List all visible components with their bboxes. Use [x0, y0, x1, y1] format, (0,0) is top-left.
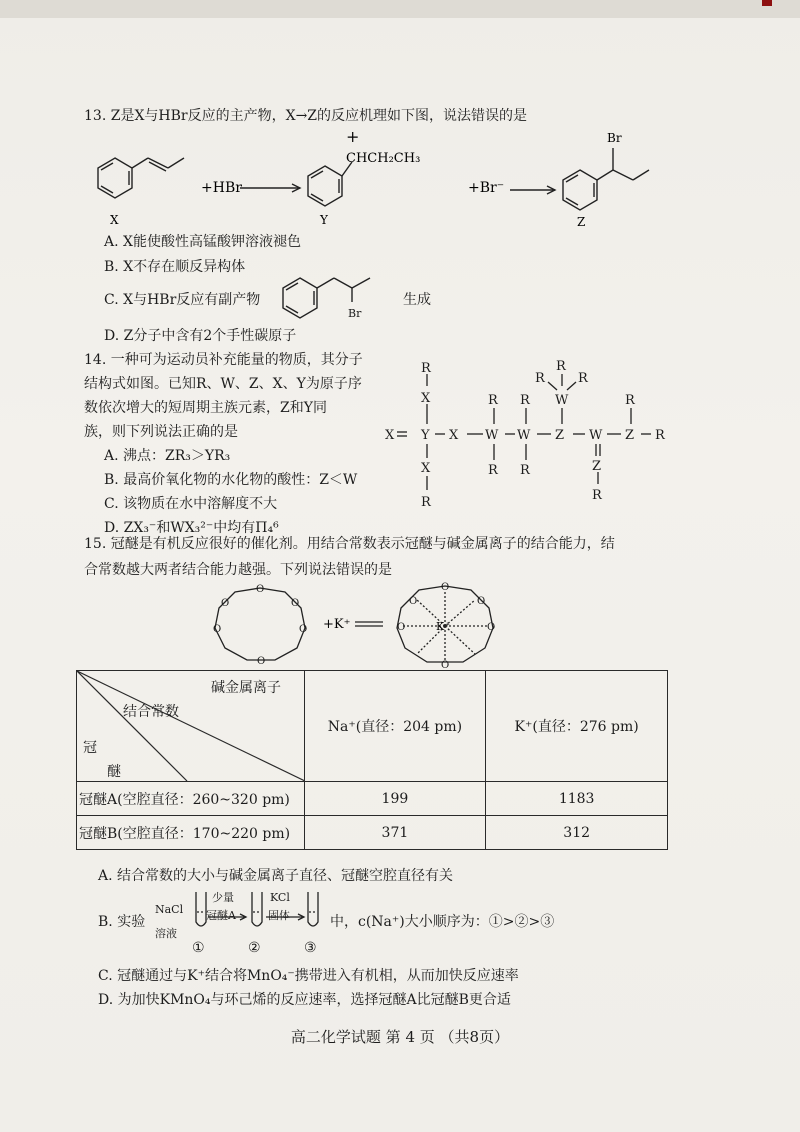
page-footer: 高二化学试题 第 4 页 （共8页）	[290, 1028, 510, 1046]
atom-r-branch-top: R	[556, 359, 566, 374]
q13-option-d: D. Z分子中含有2个手性碳原子	[104, 328, 297, 344]
q15-crown-ether-equilibrium	[205, 578, 525, 668]
q13-option-a: A. X能使酸性高锰酸钾溶液褪色	[104, 234, 301, 250]
q15-option-b-suffix: 中，c(Na⁺)大小顺序为：①>②>③	[330, 914, 555, 930]
atom-r-bottom-y: R	[421, 495, 431, 510]
q15-option-d: D. 为加快KMnO₄与环己烯的反应速率，选择冠醚A比冠醚B更合适	[98, 992, 511, 1008]
atom-r-z2-top: R	[625, 393, 635, 408]
q14-stem-line-1: 14. 一种可为运动员补充能量的物质，其分子	[84, 352, 363, 368]
exp-add1-label: 少量	[212, 891, 234, 904]
q14-option-a: A. 沸点：ZR₃＞YR₃	[104, 448, 231, 464]
q14-option-c: C. 该物质在水中溶解度不大	[104, 496, 278, 512]
label-z: Z	[577, 215, 586, 228]
carbocation-charge: +	[346, 128, 360, 146]
crown-bound-o-bottom: O	[441, 660, 450, 668]
diag-label-ion: 碱金属离子	[211, 680, 281, 696]
atom-w-second: W	[517, 428, 531, 443]
q14-stem-line-3: 数依次增大的短周期主族元素，Z和Y同	[84, 400, 327, 416]
diag-label-mi: 醚	[107, 764, 121, 780]
q15-stem-line-2: 合常数越大两者结合能力越强。下列说法错误的是	[84, 562, 392, 578]
atom-r-top-y: R	[421, 361, 431, 376]
corner-mark	[762, 0, 772, 6]
row-label-crown-a: 冠醚A(空腔直径：260~320 pm)	[77, 782, 305, 816]
label-y: Y	[320, 213, 328, 227]
q13-option-c-prefix: C. X与HBr反应有副产物	[104, 292, 261, 308]
atom-r-w2-top: R	[520, 393, 530, 408]
crown-free-o-lower-left: O	[213, 624, 222, 635]
atom-z-second: Z	[625, 428, 635, 443]
column-header-na: Na⁺(直径：204 pm)	[304, 671, 486, 782]
binding-constant-table	[76, 670, 668, 850]
atom-r-w2-bottom: R	[520, 463, 530, 478]
q13-mechanism-diagram	[80, 128, 800, 228]
q15-option-c: C. 冠醚通过与K⁺结合将MnO₄⁻携带进入有机相，从而加快反应速率	[98, 968, 519, 984]
top-scan-strip	[0, 0, 800, 18]
q15-stem-line-1: 15. 冠醚是有机反应很好的催化剂。用结合常数表示冠醚与碱金属离子的结合能力，结	[84, 536, 615, 552]
atom-r-branch-right: R	[578, 371, 588, 386]
crown-bound-o-top: O	[441, 582, 450, 593]
exp-add2-label: KCl	[270, 891, 290, 904]
exp-solution-label: 溶液	[155, 927, 177, 940]
q14-structural-formula	[385, 352, 685, 512]
experiment-tubes-diagram	[182, 890, 332, 940]
exp-add1b-label: 冠醚A	[206, 909, 236, 922]
plus-k-label: +K⁺	[323, 617, 351, 632]
table-row	[77, 782, 668, 816]
atom-y-center: Y	[421, 428, 430, 443]
exp-nacl-label: NaCl	[155, 903, 184, 916]
q13-byproduct-br: Br	[348, 307, 362, 320]
label-x: X	[110, 213, 119, 227]
atom-r-w1-top: R	[488, 393, 498, 408]
plus-hbr-label: +HBr	[201, 180, 242, 196]
exp-tube-3-label: ③	[304, 940, 317, 956]
crown-bound-o-upper-right: O	[477, 596, 486, 607]
q13-option-c-suffix: 生成	[403, 292, 431, 308]
cell-a-k: 1183	[486, 782, 668, 816]
atom-x-left: X	[385, 428, 395, 443]
k-center-label: K⁺	[436, 620, 451, 633]
cell-b-k: 312	[486, 816, 668, 850]
crown-free-o-lower-right: O	[299, 624, 308, 635]
table-row	[77, 816, 668, 850]
q14-option-d: D. ZX₃⁻和WX₃²⁻中均有Π₄⁶	[104, 520, 279, 536]
crown-bound-o-right: O	[487, 622, 496, 633]
atom-w-third: W	[589, 428, 603, 443]
atom-r-branch-left: R	[535, 371, 545, 386]
atom-z-first: Z	[555, 428, 565, 443]
atom-r-right: R	[655, 428, 665, 443]
atom-r-w1-bottom: R	[488, 463, 498, 478]
y-side-group: CHCH₂CH₃	[346, 151, 421, 166]
crown-free-o-bottom: O	[257, 656, 266, 667]
q13-option-b: B. X不存在顺反异构体	[104, 259, 246, 275]
crown-bound-o-upper-left: O	[409, 596, 418, 607]
cell-a-na: 199	[304, 782, 486, 816]
exp-add2b-label: 固体	[268, 909, 290, 922]
atom-r-z-double: R	[592, 488, 602, 503]
q13-byproduct-structure	[276, 266, 386, 326]
diag-label-guan: 冠	[83, 740, 97, 756]
atom-w-first: W	[485, 428, 499, 443]
crown-free-o-upper-left: O	[221, 598, 230, 609]
atom-x-bridge: X	[449, 428, 459, 443]
atom-x-lower-y: X	[421, 461, 431, 476]
crown-free-o-upper-right: O	[291, 598, 300, 609]
row-label-crown-b: 冠醚B(空腔直径：170~220 pm)	[77, 816, 305, 850]
q15-option-b-prefix: B. 实验	[98, 914, 146, 930]
atom-x-upper-y: X	[421, 391, 431, 406]
column-header-k: K⁺(直径：276 pm)	[486, 671, 668, 782]
atom-z-double: Z	[592, 459, 602, 474]
plus-bromide-label: +Br⁻	[468, 180, 505, 196]
q14-stem-line-2: 结构式如图。已知R、W、Z、X、Y为原子序	[84, 376, 362, 392]
diag-label-constant: 结合常数	[123, 704, 179, 720]
z-bromine-label: Br	[607, 131, 622, 145]
q13-stem: 13. Z是X与HBr反应的主产物，X→Z的反应机理如下图，说法错误的是	[84, 108, 528, 124]
diagonal-header-cell	[77, 671, 305, 782]
exp-tube-1-label: ①	[192, 940, 205, 956]
table-header-row	[77, 671, 668, 782]
exp-tube-2-label: ②	[248, 940, 261, 956]
crown-free-o-top: O	[256, 584, 265, 595]
q14-stem-line-4: 族，则下列说法正确的是	[84, 424, 238, 440]
atom-w-branch: W	[555, 393, 569, 408]
q14-option-b: B. 最高价氧化物的水化物的酸性：Z＜W	[104, 472, 358, 488]
q15-option-a: A. 结合常数的大小与碱金属离子直径、冠醚空腔直径有关	[98, 868, 454, 884]
cell-b-na: 371	[304, 816, 486, 850]
crown-bound-o-left: O	[397, 622, 406, 633]
